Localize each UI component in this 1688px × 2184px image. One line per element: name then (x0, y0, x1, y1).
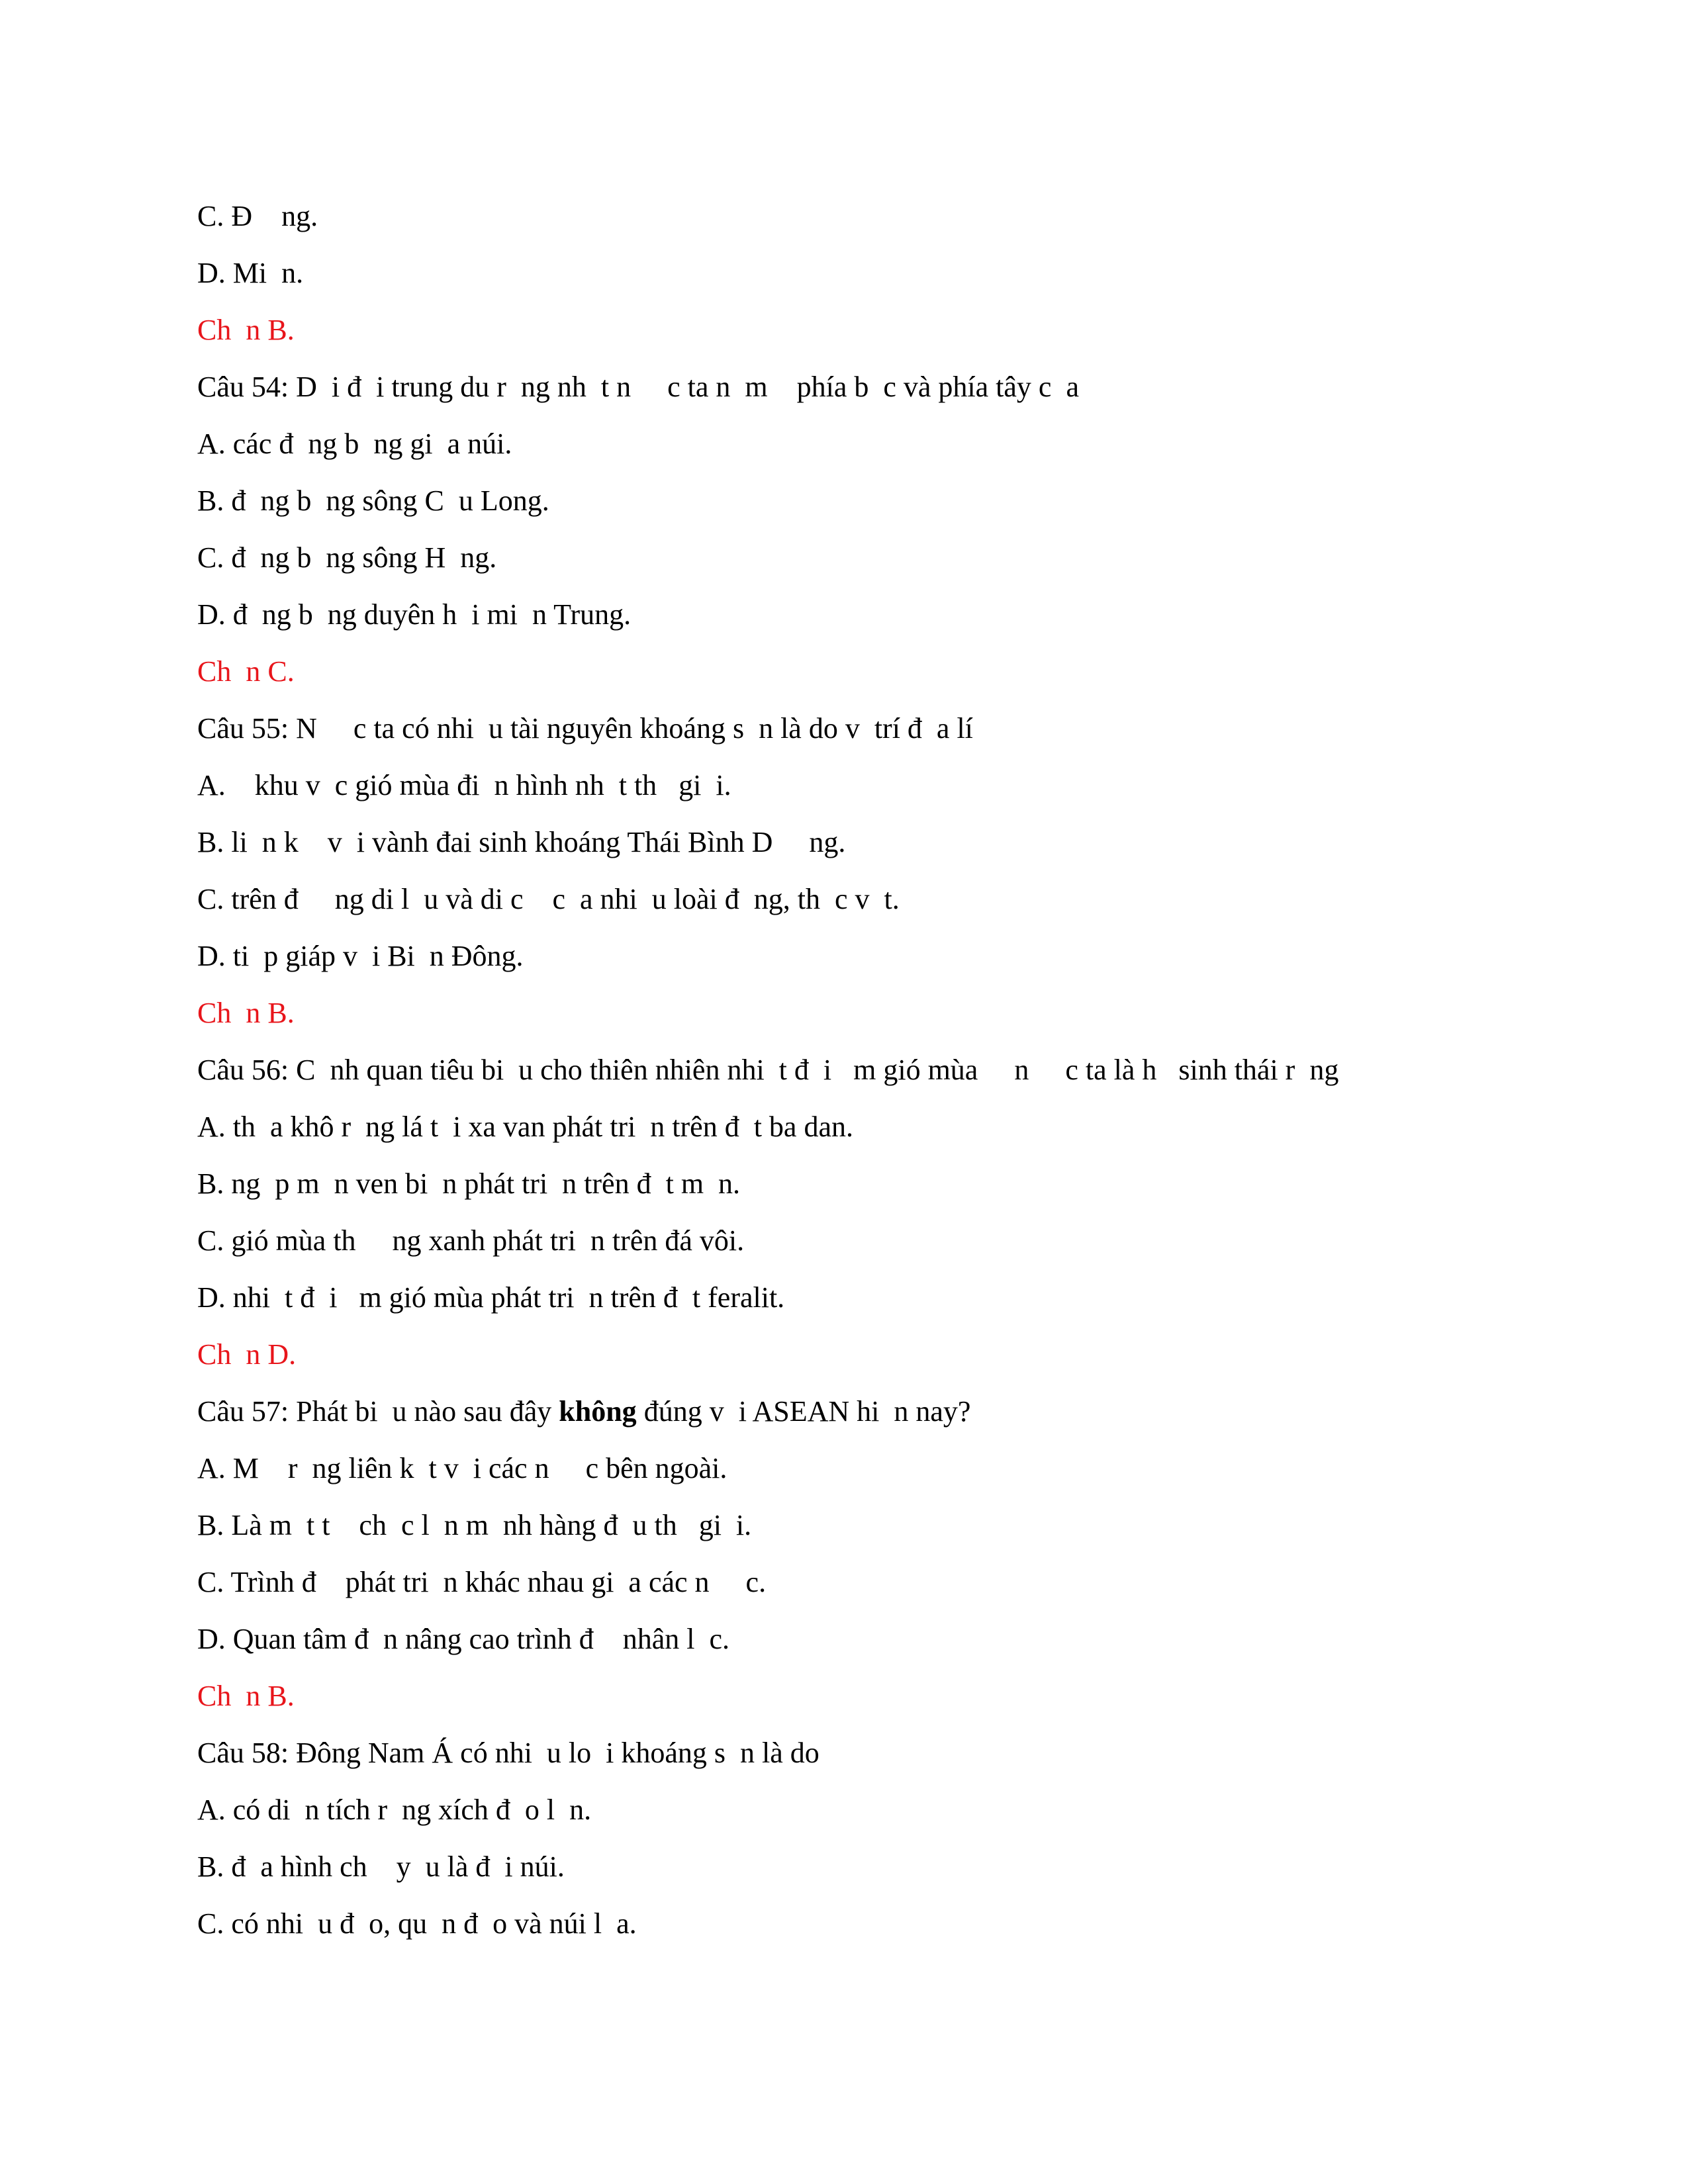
question-57-before: Câu 57: Phát bi u nào sau đây (197, 1395, 559, 1428)
answer-line: Ch n B. (197, 1680, 295, 1712)
question-58: Câu 58: Đông Nam Á có nhi u lo i khoáng s n là do (197, 1737, 820, 1769)
answer-line: Ch n D. (197, 1338, 297, 1371)
answer-line: Ch n B. (197, 997, 295, 1029)
quiz-content (197, 196, 1521, 1960)
question-55: Câu 55: N c ta có nhi u tài nguyên khoáng s n là do v trí đ a lí (197, 712, 973, 745)
option-line: A. M r ng liên k t v i các n c bên ngoài. (197, 1452, 727, 1484)
option-line: A. các đ ng b ng gi a núi. (197, 428, 512, 460)
option-line: B. đ ng b ng sông C u Long. (197, 484, 549, 517)
option-line: A. có di n tích r ng xích đ o l n. (197, 1794, 592, 1826)
option-line: A. khu v c gió mùa đi n hình nh t th gi i. (197, 769, 731, 801)
option-line: D. đ ng b ng duyên h i mi n Trung. (197, 598, 632, 631)
question-57-after: đúng v i ASEAN hi n nay? (636, 1395, 971, 1428)
option-line: C. Trình đ phát tri n khác nhau gi a các n c. (197, 1566, 767, 1598)
option-line: C. Đ ng. (197, 200, 318, 232)
question-57 (197, 1391, 1521, 1448)
option-line: C. có nhi u đ o, qu n đ o và núi l a. (197, 1907, 637, 1940)
question-54: Câu 54: D i đ i trung du r ng nh t n c ta n m phía b c và phía tây c a (197, 371, 1079, 403)
option-line: A. th a khô r ng lá t i xa van phát tri n trên đ t ba dan. (197, 1111, 853, 1143)
answer-line: Ch n B. (197, 314, 295, 346)
answer-line: Ch n C. (197, 655, 295, 688)
option-line: D. nhi t đ i m gió mùa phát tri n trên đ t feralit. (197, 1281, 785, 1314)
option-line: B. đ a hình ch y u là đ i núi. (197, 1850, 565, 1883)
option-line: D. ti p giáp v i Bi n Đông. (197, 940, 524, 972)
option-line: C. trên đ ng di l u và di c c a nhi u loài đ ng, th c v t. (197, 883, 900, 915)
option-line: B. ng p m n ven bi n phát tri n trên đ t m n. (197, 1167, 741, 1200)
question-56: Câu 56: C nh quan tiêu bi u cho thiên nhiên nhi t đ i m gió mùa n c ta là h sinh thái r ng (197, 1054, 1339, 1086)
option-line: D. Mi n. (197, 257, 304, 289)
option-line: C. đ ng b ng sông H ng. (197, 541, 497, 574)
option-line: C. gió mùa th ng xanh phát tri n trên đá vôi. (197, 1224, 745, 1257)
option-line: B. Là m t t ch c l n m nh hàng đ u th gi i. (197, 1509, 752, 1541)
option-line: D. Quan tâm đ n nâng cao trình đ nhân l c. (197, 1623, 730, 1655)
option-line: B. li n k v i vành đai sinh khoáng Thái Bình D ng. (197, 826, 846, 858)
question-57-bold: không (559, 1395, 637, 1428)
